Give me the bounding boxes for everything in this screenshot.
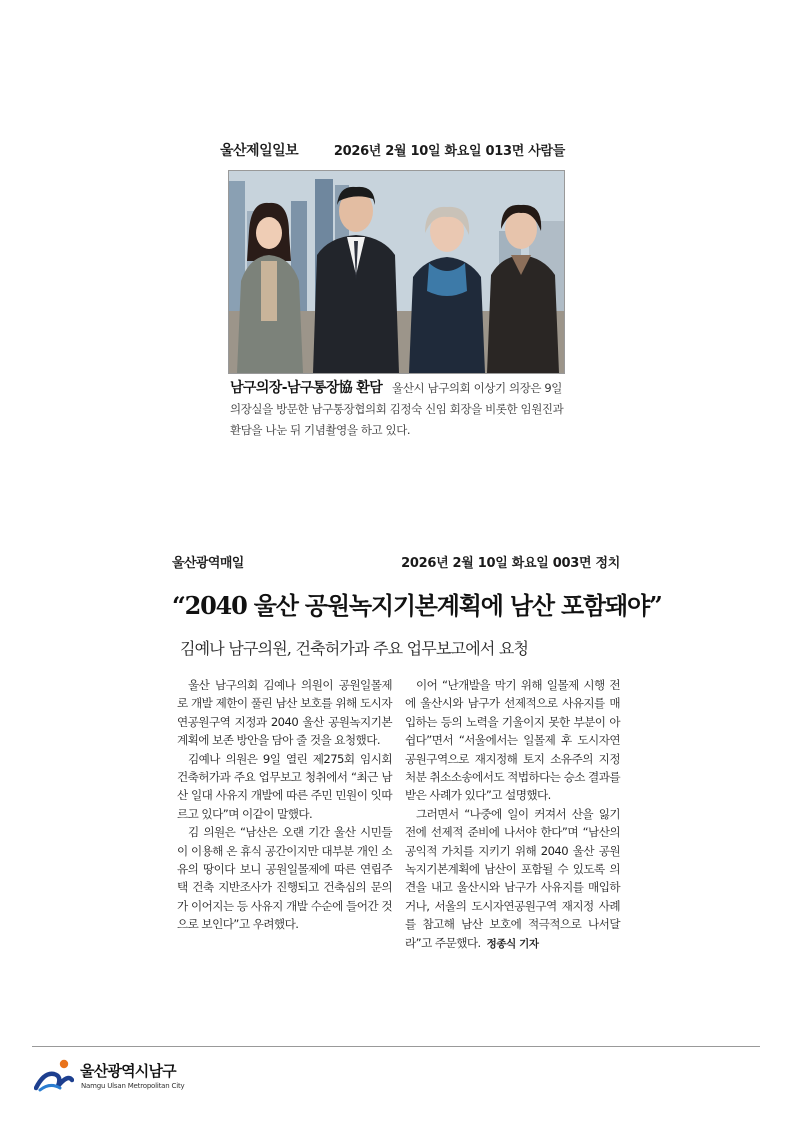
article-paragraph: 김예나 의원은 9일 열린 제275회 임시회 건축허가과 주요 업무보고 청취에서 “최근 남산 일대 사유지 개발에 따른 주민 민원이 잇따르고 있다”며 이같이 말했다. bbox=[177, 751, 392, 821]
clip1-header bbox=[220, 140, 565, 162]
clip2-paper-name: 울산광역매일 bbox=[172, 556, 244, 571]
clip1-caption bbox=[230, 378, 568, 441]
footer-divider bbox=[32, 1046, 760, 1047]
clip1-caption-title: 남구의장-남구통장協 환담 bbox=[230, 380, 383, 396]
clip1-paper-name: 울산제일일보 bbox=[220, 143, 299, 159]
article-column-left bbox=[177, 676, 392, 934]
article-paragraph-text: 그러면서 “나중에 일이 커져서 산을 잃기 전에 선제적 준비에 나서야 한다”며 “남산의 공익적 가치를 지키기 위해 2040 울산 공원녹지기본계획에 남산이 포함될 수 있도록 의견을 내고 울산시와 남구가 사유지를 매입하거나, 서울의 도시자연공원구역 재지정 사례를 참고해 남산 보호에 적극적으로 나서달라”고 주문했다. bbox=[405, 806, 620, 950]
clip2-header bbox=[172, 552, 620, 574]
article-byline: 정종식 기자 bbox=[486, 937, 539, 950]
article-paragraph bbox=[405, 805, 620, 953]
clip1-caption-body: 울산시 남구의회 이상기 의장은 9일 의장실을 방문한 남구통장협의회 김정숙 신임 회장을 비롯한 임원진과 환담을 나눈 뒤 기념촬영을 하고 있다. bbox=[230, 381, 564, 437]
namgu-logo-icon bbox=[34, 1058, 74, 1092]
footer-org-name-en: Namgu Ulsan Metropolitan City bbox=[81, 1082, 185, 1090]
article-paragraph: 울산 남구의회 김예나 의원이 공원일몰제로 개발 제한이 풀린 남산 보호를 위해 도시자연공원구역 지정과 2040 울산 공원녹지기본계획에 보존 방안을 담아 줄 것을 요청했다. bbox=[177, 678, 392, 748]
clip1-dateline: 2026년 2월 10일 화요일 013면 사람들 bbox=[333, 144, 565, 159]
group-photo-illustration bbox=[229, 171, 564, 373]
clip1-photo bbox=[228, 170, 565, 374]
clip2-subhead: 김예나 남구의원, 건축허가과 주요 업무보고에서 요청 bbox=[180, 639, 529, 658]
clip2-headline: “2040 울산 공원녹지기본계획에 남산 포함돼야” bbox=[172, 591, 662, 620]
article-paragraph: 이어 “난개발을 막기 위해 일몰제 시행 전에 울산시와 남구가 선제적으로 사유지를 매입하는 등의 노력을 기울이지 못한 부분이 아쉽다”면서 “서울에서는 일몰제 후 도시자연공원구역으로 재지정해 토지 소유주의 지정 처분 취소소송에서도 적법하다는 승소 결과를 받은 사례가 있다”고 설명했다. bbox=[405, 678, 620, 803]
clip2-dateline: 2026년 2월 10일 화요일 003면 정치 bbox=[401, 556, 620, 571]
article-column-right bbox=[405, 676, 620, 953]
footer-org-name: 울산광역시남구 bbox=[80, 1062, 176, 1080]
article-paragraph: 김 의원은 “남산은 오랜 기간 울산 시민들이 이용해 온 휴식 공간이지만 대부분 개인 소유의 땅이다 보니 공원일몰제에 따른 연립주택 건축 지반조사가 진행되고 건축심의 문의가 이어지는 등 사유지 개발 수순에 들어간 것으로 보인다”고 우려했다. bbox=[177, 825, 392, 932]
